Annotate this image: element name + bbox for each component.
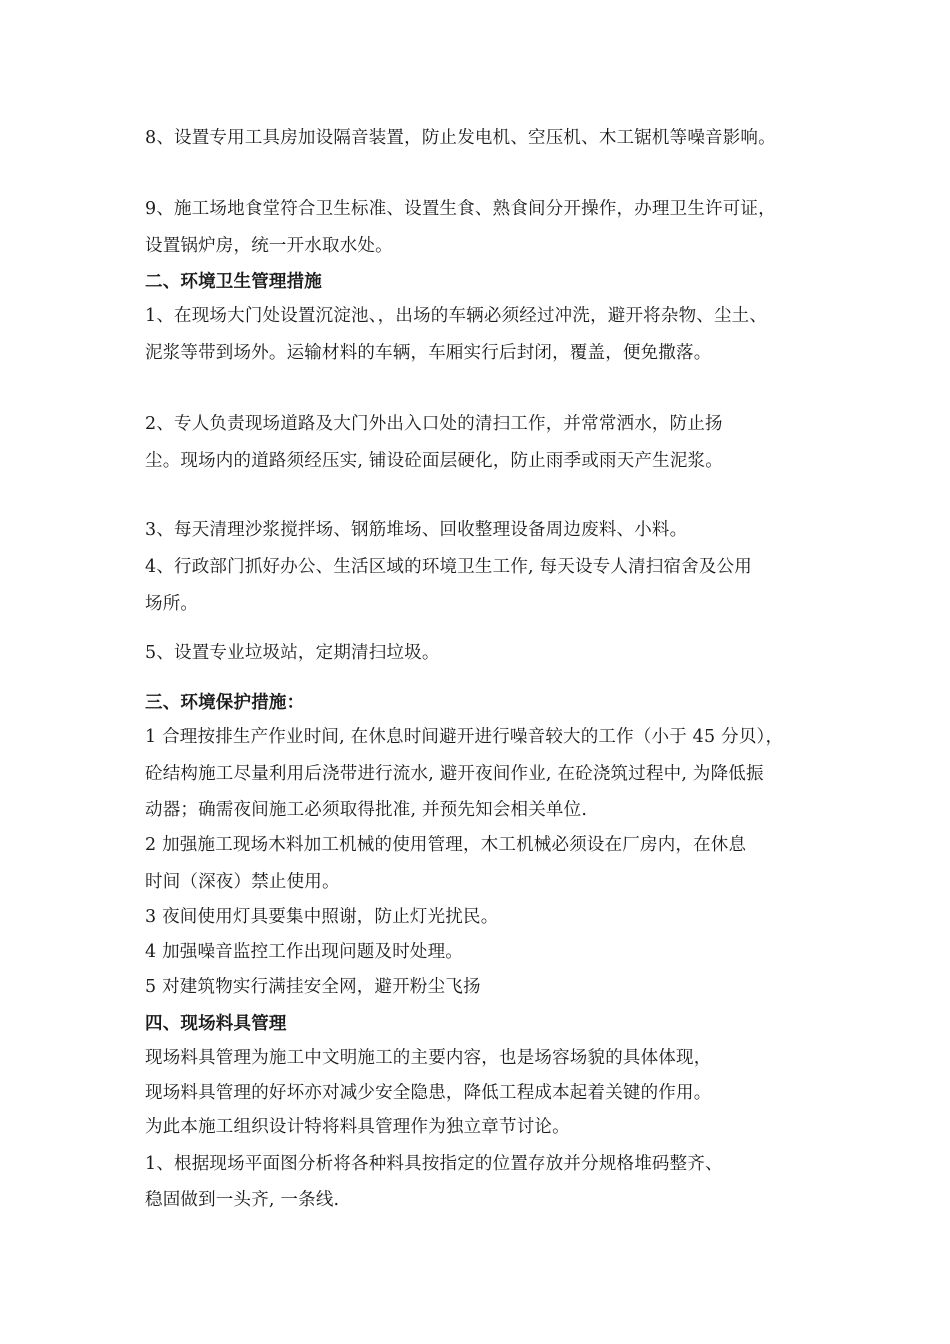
paragraph-line-s3-1a: 1 合理按排生产作业时间, 在休息时间避开进行噪音较大的工作（小于 45 分贝）， (145, 727, 784, 747)
paragraph-line-s2-1b: 泥浆等带到场外。运输材料的车辆，车厢实行后封闭，覆盖，便免撒落。 (145, 343, 712, 363)
paragraph-line-9b: 设置锅炉房，统一开水取水处。 (145, 236, 393, 256)
paragraph-line-s3-1b: 砼结构施工尽量利用后浇带进行流水, 避开夜间作业, 在砼浇筑过程中, 为降低振 (145, 764, 764, 784)
paragraph-line-s4-1a: 1、根据现场平面图分析将各种料具按指定的位置存放并分规格堆码整齐、 (145, 1154, 723, 1174)
paragraph-line-s2-5: 5、设置专业垃圾站，定期清扫垃圾。 (145, 643, 440, 663)
section-heading-4: 四、现场料具管理 (145, 1014, 287, 1034)
paragraph-line-s3-3: 3 夜间使用灯具要集中照谢，防止灯光扰民。 (145, 907, 499, 927)
paragraph-line-s3-5: 5 对建筑物实行满挂安全网，避开粉尘飞扬 (145, 977, 481, 997)
paragraph-line-s2-4b: 场所。 (145, 594, 199, 614)
paragraph-line-s3-2a: 2 加强施工现场木料加工机械的使用管理，木工机械必须设在厂房内，在休息 (145, 835, 747, 855)
paragraph-line-s3-4: 4 加强噪音监控工作出现问题及时处理。 (145, 942, 463, 962)
paragraph-line-s4-a: 现场料具管理为施工中文明施工的主要内容，也是场容场貌的具体体现， (145, 1048, 712, 1068)
paragraph-line-s2-2b: 尘。现场内的道路须经压实, 铺设砼面层硬化，防止雨季或雨天产生泥浆。 (145, 451, 723, 471)
section-heading-2: 二、环境卫生管理措施 (145, 272, 322, 292)
paragraph-line-9a: 9、施工场地食堂符合卫生标准、设置生食、熟食间分开操作，办理卫生许可证， (145, 199, 776, 219)
section-heading-3: 三、环境保护措施： (145, 693, 305, 713)
paragraph-line-s4-1b: 稳固做到一头齐, 一条线. (145, 1190, 340, 1210)
paragraph-line-s3-2b: 时间（深夜）禁止使用。 (145, 872, 340, 892)
paragraph-line-s2-4a: 4、行政部门抓好办公、生活区域的环境卫生工作, 每天设专人清扫宿舍及公用 (145, 557, 752, 577)
paragraph-line-s4-c: 为此本施工组织设计特将料具管理作为独立章节讨论。 (145, 1117, 570, 1137)
paragraph-line-s2-1a: 1、在现场大门处设置沉淀池、，出场的车辆必须经过冲洗，避开将杂物、尘土、 (145, 306, 768, 326)
paragraph-line-s2-3: 3、每天清理沙浆搅拌场、钢筋堆场、回收整理设备周边废料、小料。 (145, 520, 688, 540)
paragraph-line-8: 8、设置专用工具房加设隔音装置，防止发电机、空压机、木工锯机等噪音影响。 (145, 128, 776, 148)
paragraph-line-s2-2a: 2、专人负责现场道路及大门外出入口处的清扫工作，并常常洒水，防止扬 (145, 414, 723, 434)
paragraph-line-s3-1c: 动器；确需夜间施工必须取得批准, 并预先知会相关单位. (145, 800, 588, 820)
paragraph-line-s4-b: 现场料具管理的好坏亦对减少安全隐患，降低工程成本起着关键的作用。 (145, 1083, 712, 1103)
